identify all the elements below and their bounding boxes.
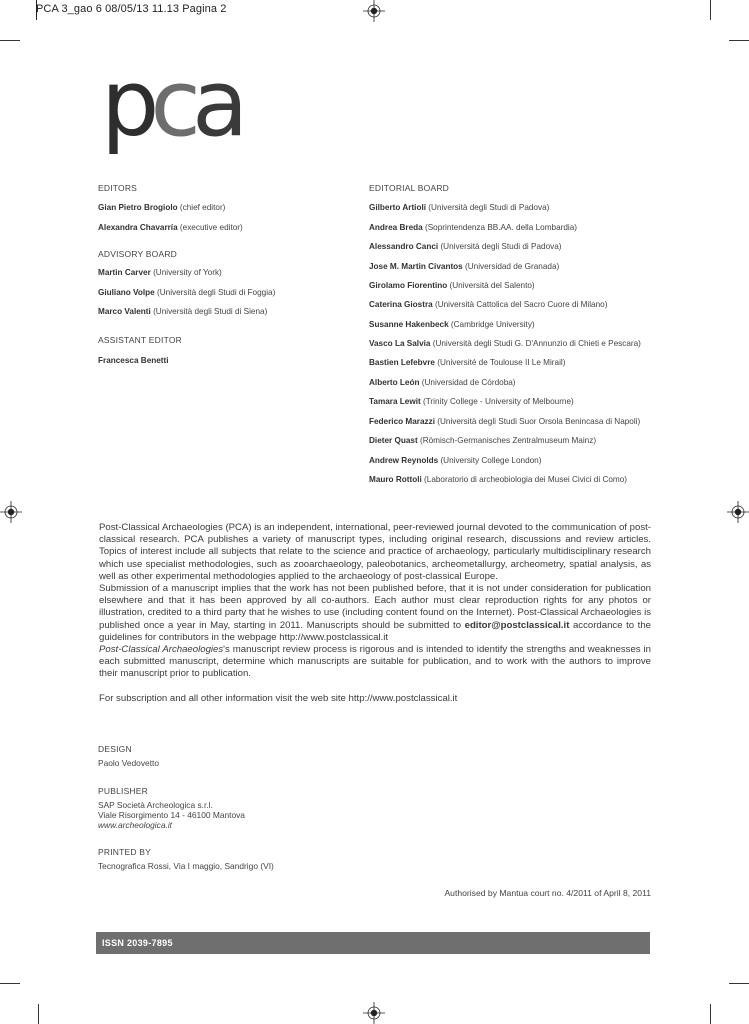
person-role: (Cambridge University)	[450, 320, 535, 329]
assistant-editor-heading: ASSISTANT EDITOR	[98, 335, 182, 345]
design-heading: DESIGN	[98, 744, 132, 754]
editorial-board-entry	[369, 436, 596, 445]
person-name: Giuliano Volpe	[98, 288, 155, 297]
editorial-board-entry	[369, 378, 516, 387]
editorial-board-entry	[369, 456, 541, 465]
person-role: (Laboratorio di archeobiologia dei Musei Civici di Como)	[424, 475, 628, 484]
printer-name: Tecnografica Rossi, Via I maggio, Sandrigo (VI)	[98, 861, 274, 871]
person-name: Vasco La Salvia	[369, 339, 431, 348]
logo-letter-c: c	[150, 50, 192, 157]
registration-mark-bottom-icon	[363, 1002, 385, 1024]
person-name: Alessandro Canci	[369, 242, 439, 251]
editors-heading: EDITORS	[98, 183, 138, 193]
editor-entry	[98, 223, 243, 232]
person-role: (Università degli Studi Suor Orsola Benincasa di Napoli)	[437, 417, 641, 426]
slug-left-rule	[36, 0, 37, 20]
editorial-board-entry	[369, 203, 549, 212]
issn-label: ISSN 2039-7895	[102, 938, 173, 948]
journal-title-italic: Post-Classical Archaeologies	[99, 644, 224, 656]
editorial-board-entry	[369, 281, 535, 290]
person-name: Girolamo Fiorentino	[369, 281, 448, 290]
crop-mark-bottom-left-v	[38, 1004, 39, 1024]
person-name: Alberto León	[369, 378, 420, 387]
person-role: (Soprintendenza BB.AA. della Lombardia)	[424, 223, 577, 232]
editorial-board-entry	[369, 242, 562, 251]
editorial-board-entry	[369, 475, 627, 484]
publisher-website-link[interactable]: www.archeologica.it	[98, 820, 173, 830]
person-role: (Università degli Studi G. D'Annunzio di Chieti e Pescara)	[432, 339, 641, 348]
submission-paragraph	[99, 583, 651, 644]
person-role: (Università Cattolica del Sacro Cuore di Milano)	[434, 300, 608, 309]
pca-logo	[101, 50, 240, 157]
person-name: Martin Carver	[98, 268, 151, 277]
advisory-entry	[98, 288, 275, 297]
editorial-board-entry	[369, 339, 641, 348]
person-role: (Université de Toulouse II Le Mirail)	[437, 358, 566, 367]
subscription-line: For subscription and all other information visit the web site http://www.postclassical.it	[99, 692, 458, 704]
editorial-board-entry	[369, 262, 559, 271]
person-name: Andrew Reynolds	[369, 456, 439, 465]
court-authorisation: Authorised by Mantua court no. 4/2011 of April 8, 2011	[444, 888, 651, 898]
editorial-board-entry	[369, 358, 565, 367]
crop-mark-top-right-h	[729, 40, 749, 41]
editorial-board-entry	[369, 300, 607, 309]
person-role: (Universidad de Córdoba)	[421, 378, 516, 387]
person-role: (Università degli Studi di Padova)	[428, 203, 550, 212]
editorial-board-entry	[369, 417, 640, 426]
person-role: (Università degli Studi di Padova)	[440, 242, 562, 251]
person-role: (Römisch-Germanisches Zentralmuseum Mainz)	[419, 436, 597, 445]
person-name: Caterina Giostra	[369, 300, 433, 309]
person-name: Susanne Hakenbeck	[369, 320, 449, 329]
editorial-board-entry	[369, 397, 574, 406]
person-name: Dieter Quast	[369, 436, 418, 445]
person-role: (Università degli Studi di Foggia)	[157, 288, 276, 297]
logo-letter-a: a	[192, 50, 240, 157]
design-name: Paolo Vedovetto	[98, 758, 160, 768]
person-role: (Trinity College - University of Melbourne)	[423, 397, 574, 406]
person-name: Francesca Benetti	[98, 356, 169, 365]
person-role: (chief editor)	[179, 203, 226, 212]
crop-mark-bottom-right-h	[729, 983, 749, 984]
editorial-board-heading: EDITORIAL BOARD	[369, 183, 449, 193]
crop-mark-bottom-right-v	[710, 1004, 711, 1024]
publisher-name: SAP Società Archeologica s.r.l.	[98, 800, 213, 810]
person-role: (Università degli Studi di Siena)	[153, 307, 268, 316]
issn-bar	[96, 932, 650, 954]
person-name: Marco Valenti	[98, 307, 151, 316]
logo-letter-p: p	[101, 50, 151, 157]
registration-mark-right-icon	[727, 501, 749, 523]
person-name: Federico Marazzi	[369, 417, 435, 426]
submission-text: Submission of a manuscript implies that the work has not been published before, that it is not under consideration for publication elsewhere and that it has been approved by all co-authors. Each author must clear reproduction rights for any photos or illustration, credited to a third party that he wishes to use (including content found on the Internet). Post-Classical Archaeologies is published once a year in May, starting in 2011. Manuscripts should be submitted to	[99, 583, 651, 631]
editorial-board-entry	[369, 320, 535, 329]
crop-mark-top-left-h	[0, 40, 20, 41]
description-paragraph: Post-Classical Archaeologies (PCA) is an independent, international, peer-reviewed journal devoted to the communication of post-classical research. PCA publishes a variety of manuscript types, including original research, discussions and review articles. Topics of interest include all subjects that relate to the science and practice of archaeology, particularly multidisciplinary research which use specialist methodologies, such as zooarchaeology, paleobotanics, archeometallurgy, archeometry, spatial analysis, as well as other experimental methodologies applied to the archaeology of post-classical Europe.	[99, 522, 651, 582]
person-name: Jose M. Martin Civantos	[369, 262, 463, 271]
person-name: Andrea Breda	[369, 223, 423, 232]
person-name: Mauro Rottoli	[369, 475, 422, 484]
advisory-entry	[98, 268, 222, 277]
publisher-address: Viale Risorgimento 14 - 46100 Mantova	[98, 810, 245, 820]
journal-description	[99, 522, 651, 705]
submission-text-end: accordance to the guidelines for contributors in the webpage http://www.postclassical.it	[99, 619, 651, 643]
person-role: (executive editor)	[179, 223, 243, 232]
editor-email-link[interactable]: editor@postclassical.it	[464, 619, 570, 631]
person-name: Tamara Lewit	[369, 397, 421, 406]
registration-mark-top-icon	[363, 0, 385, 22]
person-name: Alexandra Chavarría	[98, 223, 178, 232]
registration-mark-left-icon	[0, 501, 22, 523]
assistant-entry	[98, 356, 169, 365]
review-text: 's manuscript review process is rigorous and is intended to identify the strengths and weaknesses in each submitted manuscript, determine which manuscripts are suitable for publication, and to work with the authors to improve their manuscript prior to publication.	[99, 644, 651, 680]
editor-entry	[98, 203, 225, 212]
advisory-entry	[98, 307, 267, 316]
person-role: (Università del Salento)	[449, 281, 535, 290]
person-role: (University of York)	[153, 268, 222, 277]
person-name: Gilberto Artioli	[369, 203, 427, 212]
crop-mark-top-right-v	[710, 0, 711, 20]
person-name: Bastien Lefebvre	[369, 358, 435, 367]
person-name: Gian Pietro Brogiolo	[98, 203, 178, 212]
editorial-board-entry	[369, 223, 577, 232]
advisory-board-heading: ADVISORY BOARD	[98, 249, 178, 259]
person-role: (Universidad de Granada)	[465, 262, 560, 271]
review-paragraph	[99, 644, 651, 681]
slug-line: PCA 3_gao 6 08/05/13 11.13 Pagina 2	[36, 3, 227, 15]
person-role: (University College London)	[440, 456, 542, 465]
crop-mark-bottom-left-h	[0, 983, 20, 984]
publisher-heading: PUBLISHER	[98, 786, 148, 796]
printed-by-heading: PRINTED BY	[98, 847, 152, 857]
